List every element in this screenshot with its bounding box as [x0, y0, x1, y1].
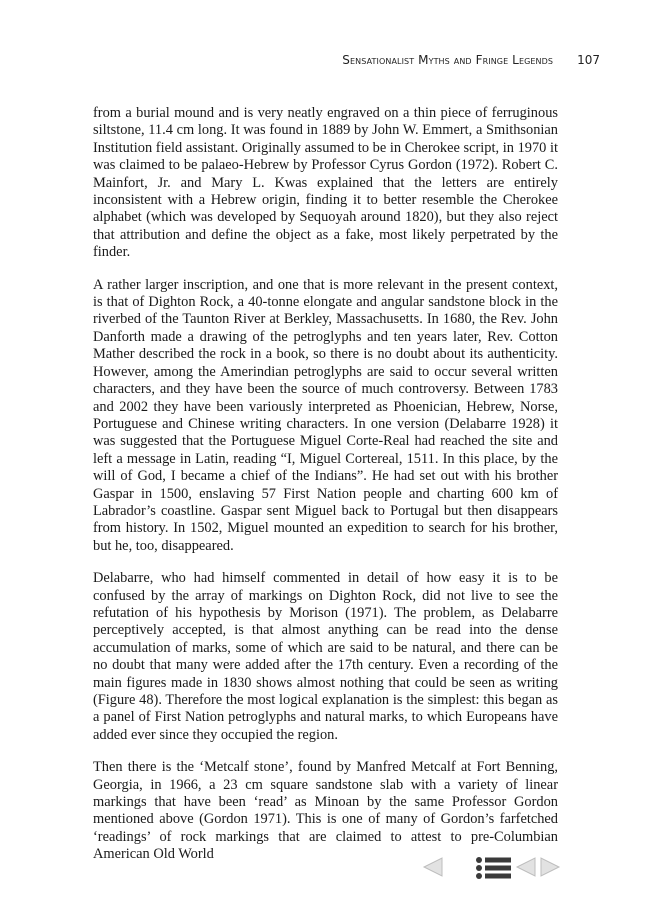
previous-page-icon [422, 856, 444, 878]
running-title: Sensationalist Myths and Fringe Legends [342, 53, 554, 67]
back-button[interactable] [515, 856, 537, 878]
paragraph-2: A rather larger inscription, and one that is more relevant in the present context, is that of Dighton Rock, a 40-tonne elongate and angular sandstone block in the riverbed of the Taunton River at Berkley, Massachusetts. In 1680, the Rev. John Danforth made a drawing of the petroglyphs and ten years later, Rev. Cotton Mather described the rock in a book, so there is no doubt about its authenticity. However, among the Amerindian petroglyphs are said to occur several written characters, and they have been the source of much controversy. Between 1783 and 2002 they have been variously interpreted as Phoenician, Hebrew, Norse, Portuguese and Chinese writing characters. In one version (Delabarre 1928) it was suggested that the Portuguese Miguel Corte-Real had reached the site and left a message in Latin, reading “I, Miguel Cortereal, 1511. In this place, by the will of God, I became a chief of the Indians”. He had set out with his brother Gaspar in 1500, enslaving 57 First Nation people and charting 600 km of Labrador’s coastline. Gaspar sent Miguel back to Portugal but then disappears from history. In 1502, Miguel mounted an expedition to search for his brother, but he, too, disappeared. [93, 276, 558, 554]
back-icon [515, 856, 537, 878]
page-number: 107 [577, 53, 600, 67]
body-text [93, 105, 558, 879]
paragraph-3: Delabarre, who had himself commented in detail of how easy it is to be confused by the array of markings on Dighton Rock, did not live to see the refutation of his hypothesis by Morison (1971). The problem, as Delabarre perceptively accepted, is that almost anything can be read into the dense accumulation of marks, some of which are said to be natural, and there can be no doubt that many were added after the 17th century. Even a recording of the main figures made in 1830 shows almost nothing that could be seen as writing (Figure 48). Therefore the most logical explanation is the simplest: this began as a panel of First Nation petroglyphs and natural marks, to which Europeans have added ever since they occupied the region. [93, 570, 558, 743]
paragraph-4: Then there is the ‘Metcalf stone’, found by Manfred Metcalf at Fort Benning, Georgia, in 1966, a 23 cm square sandstone slab with a variety of linear markings that have been ‘read’ as Minoan by the same Professor Gordon mentioned above (Gordon 1971). This is one of many of Gordon’s farfetched ‘readings’ of rock markings that are claimed to attest to pre-Columbian American Old World [93, 759, 558, 863]
next-page-icon [539, 856, 561, 878]
paragraph-1: from a burial mound and is very neatly engraved on a thin piece of ferruginous siltstone, 11.4 cm long. It was found in 1889 by John W. Emmert, a Smithsonian Institution field assistant. Originally assumed to be in Cherokee script, in 1970 it was claimed to be palaeo-Hebrew by Professor Cyrus Gordon (1972). Robert C. Mainfort, Jr. and Mary L. Kwas explained that the letters are entirely inconsistent with a Hebrew origin, finding it to better resemble the Cherokee alphabet (which was developed by Sequoyah around 1820), but they also reject that attribution and define the object as a fake, most likely perpetrated by the finder. [93, 105, 558, 261]
previous-page-button[interactable] [422, 856, 444, 878]
running-head [342, 53, 600, 67]
contents-list-icon [475, 856, 513, 880]
contents-button[interactable] [475, 856, 513, 880]
page-navigation [420, 856, 565, 882]
next-page-button[interactable] [539, 856, 561, 878]
